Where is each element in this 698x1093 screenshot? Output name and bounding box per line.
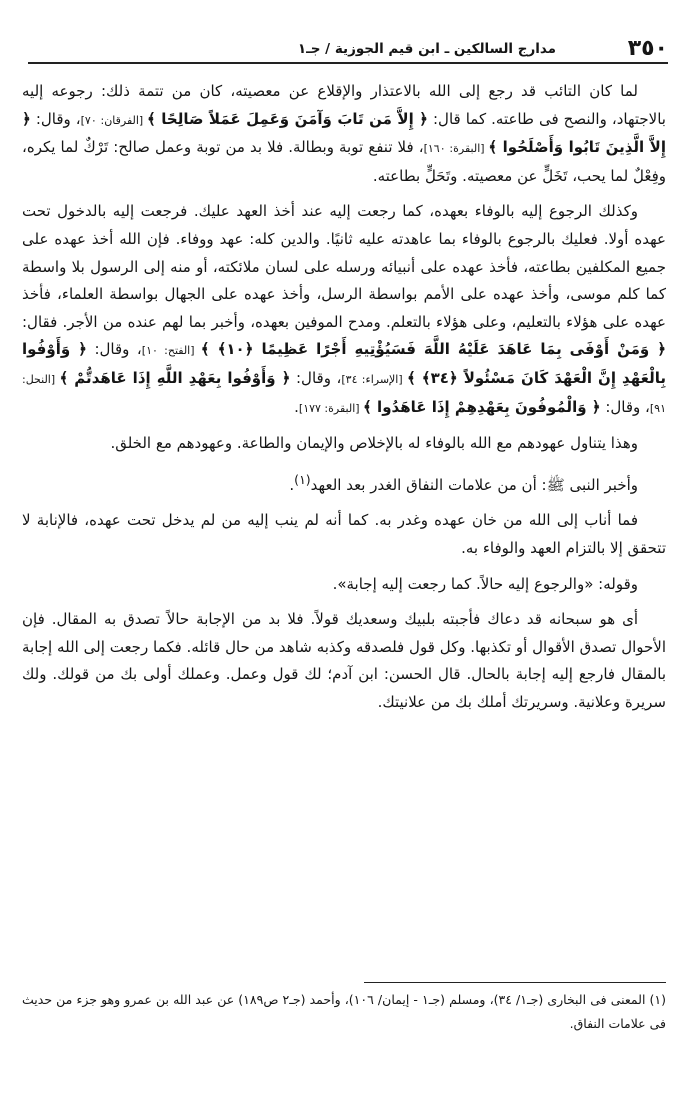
text: ، وقال:: [86, 340, 142, 359]
verse-citation: [الفتح: ١٠]: [141, 344, 201, 358]
footnote-divider: [364, 982, 666, 983]
paragraph-7: أى هو سبحانه قد دعاك فأجبته بلبيك وسعديك قولاً. فلا بد من الإجابة حالاً تصدق به المقال. فإن الأحوال تصدق الأقوال أو تكذبها. وكل قول فلصدقه وكذبه شاهد من حال قائله. فكما رجعت إلى الله إجابة بالمقال فارجع إليه إجابة بالحال. قال الحسن: ابن آدم؛ لك قول وعمل. وعملك أولى بك من قولك. ولك سريرة وعلانية. وسريرتك أملك بك من علانيتك.: [22, 610, 666, 711]
page-header: [28, 36, 668, 64]
paragraph-3: وهذا يتناول عهودهم مع الله بالوفاء له بالإخلاص والإيمان والطاعة. وعهودهم مع الخلق.: [110, 434, 638, 453]
text: ، وقال:: [290, 368, 342, 387]
text: وأخبر النبى ﷺ: أن من علامات النفاق الغدر بعد العهد: [310, 475, 638, 494]
text: .: [289, 475, 295, 494]
footnote-ref[interactable]: (١): [294, 471, 311, 487]
paragraph-5: فما أناب إلى الله من خان عهده وغدر به. كما أنه لم ينب إليه من لم يدخل تحت عهده، فالإنابة لا تتحقق إلا بالتزام العهد والوفاء به.: [22, 511, 666, 557]
page-number: ٣٥٠: [627, 36, 668, 61]
footnote: [22, 988, 666, 1036]
paragraph-6: وقوله: «والرجوع إليه حالاً. كما رجعت إليه إجابة».: [332, 574, 638, 593]
running-title: مدارج السالكين ـ ابن قيم الجوزية / جـ١: [297, 41, 556, 57]
footnote-1: (١) المعنى فى البخارى (جـ١/ ٣٤)، ومسلم (جـ١ - إيمان/ ١٠٦)، وأحمد (جـ٢ ص١٨٩) عن عبد الله بن عمرو وهو جزء من حديث فى علامات النفاق.: [22, 992, 667, 1031]
quran-verse: ﴿ وَالْمُوفُونَ بِعَهْدِهِمْ إِذَا عَاهَدُوا ﴾: [363, 397, 601, 416]
quran-verse: ﴿ إِلاَّ مَن تَابَ وَآمَنَ وَعَمِلَ عَمَلاً صَالِحًا ﴾: [146, 109, 428, 128]
text: لما كان التائب قد رجع إلى الله بالاعتذار والإقلاع عن معصيته، كان من تتمة ذلك: رجوعه إليه بالاجتهاد، والنصح فى طاعته. كما قال:: [22, 82, 666, 128]
page-body: [22, 78, 666, 724]
text: ، وقال:: [600, 397, 650, 416]
paragraph-1: [22, 78, 666, 190]
quran-verse: ﴿ وَمَنْ أَوْفَى بِمَا عَاهَدَ عَلَيْهُ اللَّهَ فَسَيُؤْتِيهِ أَجْرًا عَظِيمًا ﴿١٠﴾ ﴾: [200, 340, 666, 359]
text: .: [294, 397, 299, 416]
paragraph-2: [22, 198, 666, 422]
quran-verse: ﴿ إِلاَّ الَّذِينَ تَابُوا وَأَصْلَحُوا ﴾: [22, 109, 666, 157]
quran-verse: ﴿ وَأَوْفُوا بِعَهْدِ اللَّهِ إِذَا عَاهَدتُّمْ ﴾: [59, 368, 291, 387]
text: ، وقال:: [30, 109, 81, 128]
verse-citation: [الإسراء: ٣٤]: [341, 372, 407, 386]
quran-verse: ﴿ وَأَوْفُوا بِالْعَهْدِ إِنَّ الْعَهْدَ كَانَ مَسْئُولاً ﴿٣٤﴾ ﴾: [22, 340, 666, 387]
verse-citation: [البقرة: ١٦٠]: [423, 142, 489, 156]
verse-citation: [البقرة: ١٧٧]: [298, 401, 364, 415]
verse-citation: [الفرقان: ٧٠]: [80, 113, 147, 127]
text: وكذلك الرجوع إليه بالوفاء بعهده، كما رجعت إليه عند أخذ العهد عليك. فرجعت إليه بالدخول تحت عهده أولا. فعليك بالرجوع بالوفاء بما عاهدته عليه ثانيًا. والدين كله: عهد ووفاء. فإن الله أخذ عهده على جميع المكلفين بطاعته، فأخذ عهده على أنبيائه ورسله على لسان ملائكته، أو منه إلى الرسول بلا واسطة كما كلم موسى، وأخذ عهده على الأمم بواسطة الرسل، وأخذ عهده على الجهال بواسطة العلماء، فأخذ عهده على هؤلاء بالتعليم، وعلى هؤلاء بالتعلم. ومدح الموفين بعهده، وأخبر بما لهم عنده من الأجر. فقال:: [22, 202, 666, 331]
text: ، فلا تنفع توبة وبطالة. فلا بد من توبة وعمل صالح: تَرْكٌ لما يكره، وفِعْلٌ لما يحب، تَخَلٍّ عن معصيته. وتَحَلٍّ بطاعته.: [22, 138, 666, 185]
paragraph-4: [22, 466, 666, 500]
verse-citation: [النحل: ٩١]: [22, 372, 666, 415]
